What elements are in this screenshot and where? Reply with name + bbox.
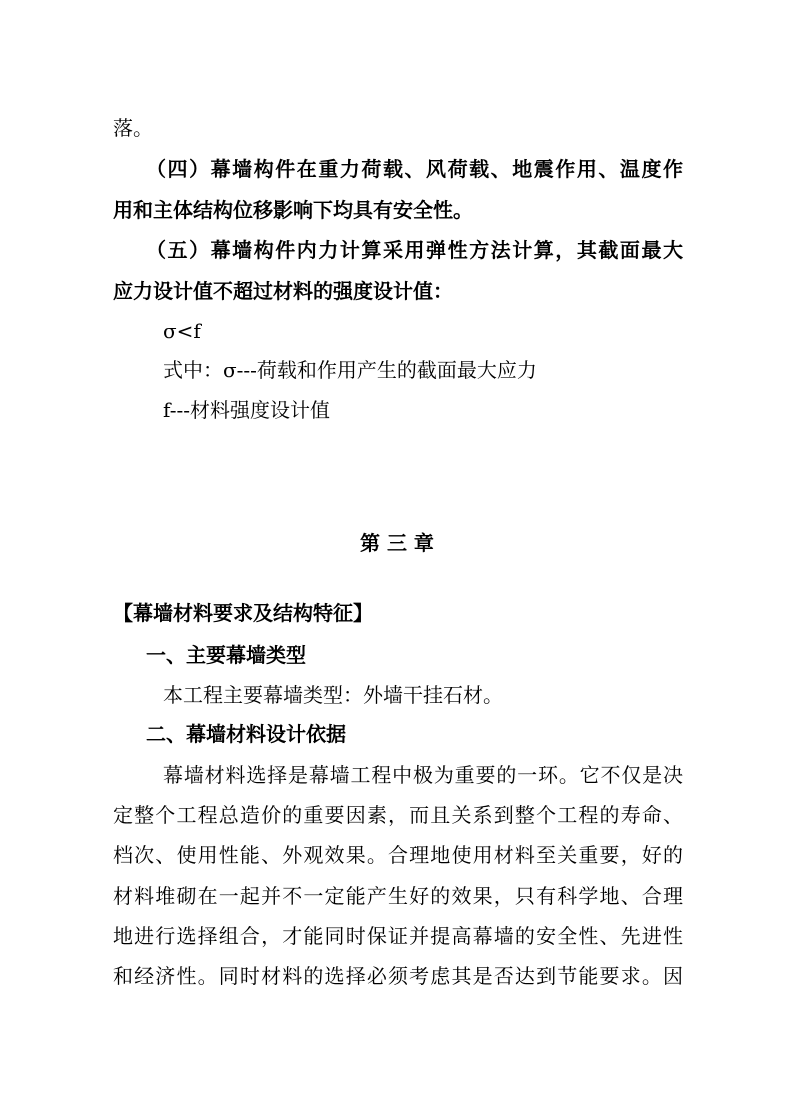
chapter-title: 第 三 章 (360, 531, 434, 555)
heading-one: 一、主要幕墙类型 (146, 643, 306, 667)
heading-two: 二、幕墙材料设计依据 (146, 722, 346, 746)
heading-one-text: 本工程主要幕墙类型：外墙干挂石材。 (163, 683, 503, 707)
chapter-bracket-heading: 【幕墙材料要求及结构特征】 (113, 601, 373, 625)
item-four-line-1: （四）幕墙构件在重力荷载、风荷载、地震作用、温度作 (146, 157, 683, 181)
paragraph-line-2: 定整个工程总造价的重要因素，而且关系到整个工程的寿命、 (113, 803, 683, 827)
paragraph-tail: 落。 (113, 116, 153, 140)
paragraph-line-6: 和经济性。同时材料的选择必须考虑其是否达到节能要求。因 (113, 964, 683, 988)
paragraph-line-3: 档次、使用性能、外观效果。合理地使用材料至关重要，好的 (113, 843, 683, 867)
paragraph-line-5: 地进行选择组合，才能同时保证并提高幕墙的安全性、先进性 (113, 924, 683, 948)
paragraph-line-1: 幕墙材料选择是幕墙工程中极为重要的一环。它不仅是决 (163, 763, 683, 787)
formula-where-f: f---材料强度设计值 (163, 398, 330, 422)
formula: σ<f (163, 319, 201, 343)
item-five-line-1: （五）幕墙构件内力计算采用弹性方法计算，其截面最大 (146, 238, 683, 262)
item-four-line-2: 用和主体结构位移影响下均具有安全性。 (113, 198, 473, 222)
item-five-line-2: 应力设计值不超过材料的强度设计值： (113, 279, 453, 303)
formula-where-sigma: 式中：σ---荷载和作用产生的截面最大应力 (163, 358, 537, 382)
paragraph-line-4: 材料堆砌在一起并不一定能产生好的效果，只有科学地、合理 (113, 884, 683, 908)
